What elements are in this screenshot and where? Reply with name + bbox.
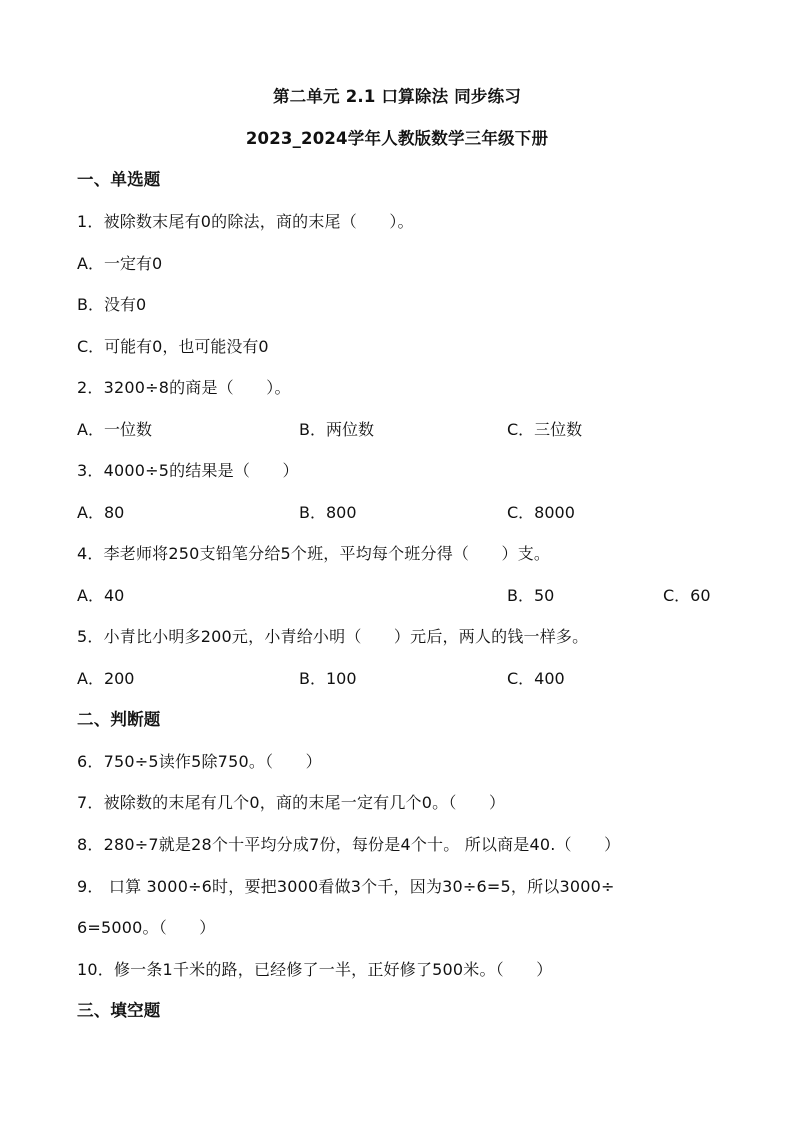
question-2-option-a[interactable]: A．一位数 xyxy=(77,420,152,439)
question-10-stem: 10．修一条1千米的路，已经修了一半，正好修了500米。（ ） xyxy=(77,960,553,979)
question-6-stem: 6．750÷5读作5除750。（ ） xyxy=(77,752,322,771)
question-5-stem: 5．小青比小明多200元，小青给小明（ ）元后，两人的钱一样多。 xyxy=(77,627,589,646)
document-title: 第二单元 2.1 口算除法 同步练习 xyxy=(272,87,522,106)
question-8-stem: 8．280÷7就是28个十平均分成7份，每份是4个十。 所以商是40.（ ） xyxy=(77,835,621,854)
question-2-stem: 2．3200÷8的商是（ ）。 xyxy=(77,378,291,397)
question-9-stem-line-2: 6=5000。（ ） xyxy=(77,918,216,937)
section-heading-single-choice: 一、单选题 xyxy=(77,170,161,189)
question-1-stem: 1．被除数末尾有0的除法，商的末尾（ ）。 xyxy=(77,212,414,231)
question-1-option-c[interactable]: C．可能有0，也可能没有0 xyxy=(77,337,269,356)
question-1-option-a[interactable]: A．一定有0 xyxy=(77,254,163,273)
question-5-option-b[interactable]: B．100 xyxy=(299,669,357,688)
question-1-option-b[interactable]: B．没有0 xyxy=(77,295,147,314)
question-4-option-a[interactable]: A．40 xyxy=(77,586,125,605)
question-3-option-a[interactable]: A．80 xyxy=(77,503,125,522)
question-3-stem: 3．4000÷5的结果是（ ） xyxy=(77,461,299,480)
question-5-option-c[interactable]: C．400 xyxy=(507,669,565,688)
question-2-option-c[interactable]: C．三位数 xyxy=(507,420,583,439)
question-7-stem: 7．被除数的末尾有几个0，商的末尾一定有几个0。（ ） xyxy=(77,793,506,812)
question-3-option-b[interactable]: B．800 xyxy=(299,503,357,522)
document-subtitle: 2023_2024学年人教版数学三年级下册 xyxy=(245,129,549,148)
question-3-option-c[interactable]: C．8000 xyxy=(507,503,575,522)
question-4-option-c[interactable]: C．60 xyxy=(663,586,711,605)
question-2-option-b[interactable]: B．两位数 xyxy=(299,420,374,439)
question-4-option-b[interactable]: B．50 xyxy=(507,586,555,605)
section-heading-fill-in: 三、填空题 xyxy=(77,1001,161,1020)
question-4-stem: 4．李老师将250支铅笔分给5个班，平均每个班分得（ ）支。 xyxy=(77,544,551,563)
section-heading-true-false: 二、判断题 xyxy=(77,710,161,729)
question-5-option-a[interactable]: A．200 xyxy=(77,669,135,688)
question-9-stem-line-1: 9． 口算 3000÷6时，要把3000看做3个千，因为30÷6=5，所以3000÷ xyxy=(77,877,615,896)
